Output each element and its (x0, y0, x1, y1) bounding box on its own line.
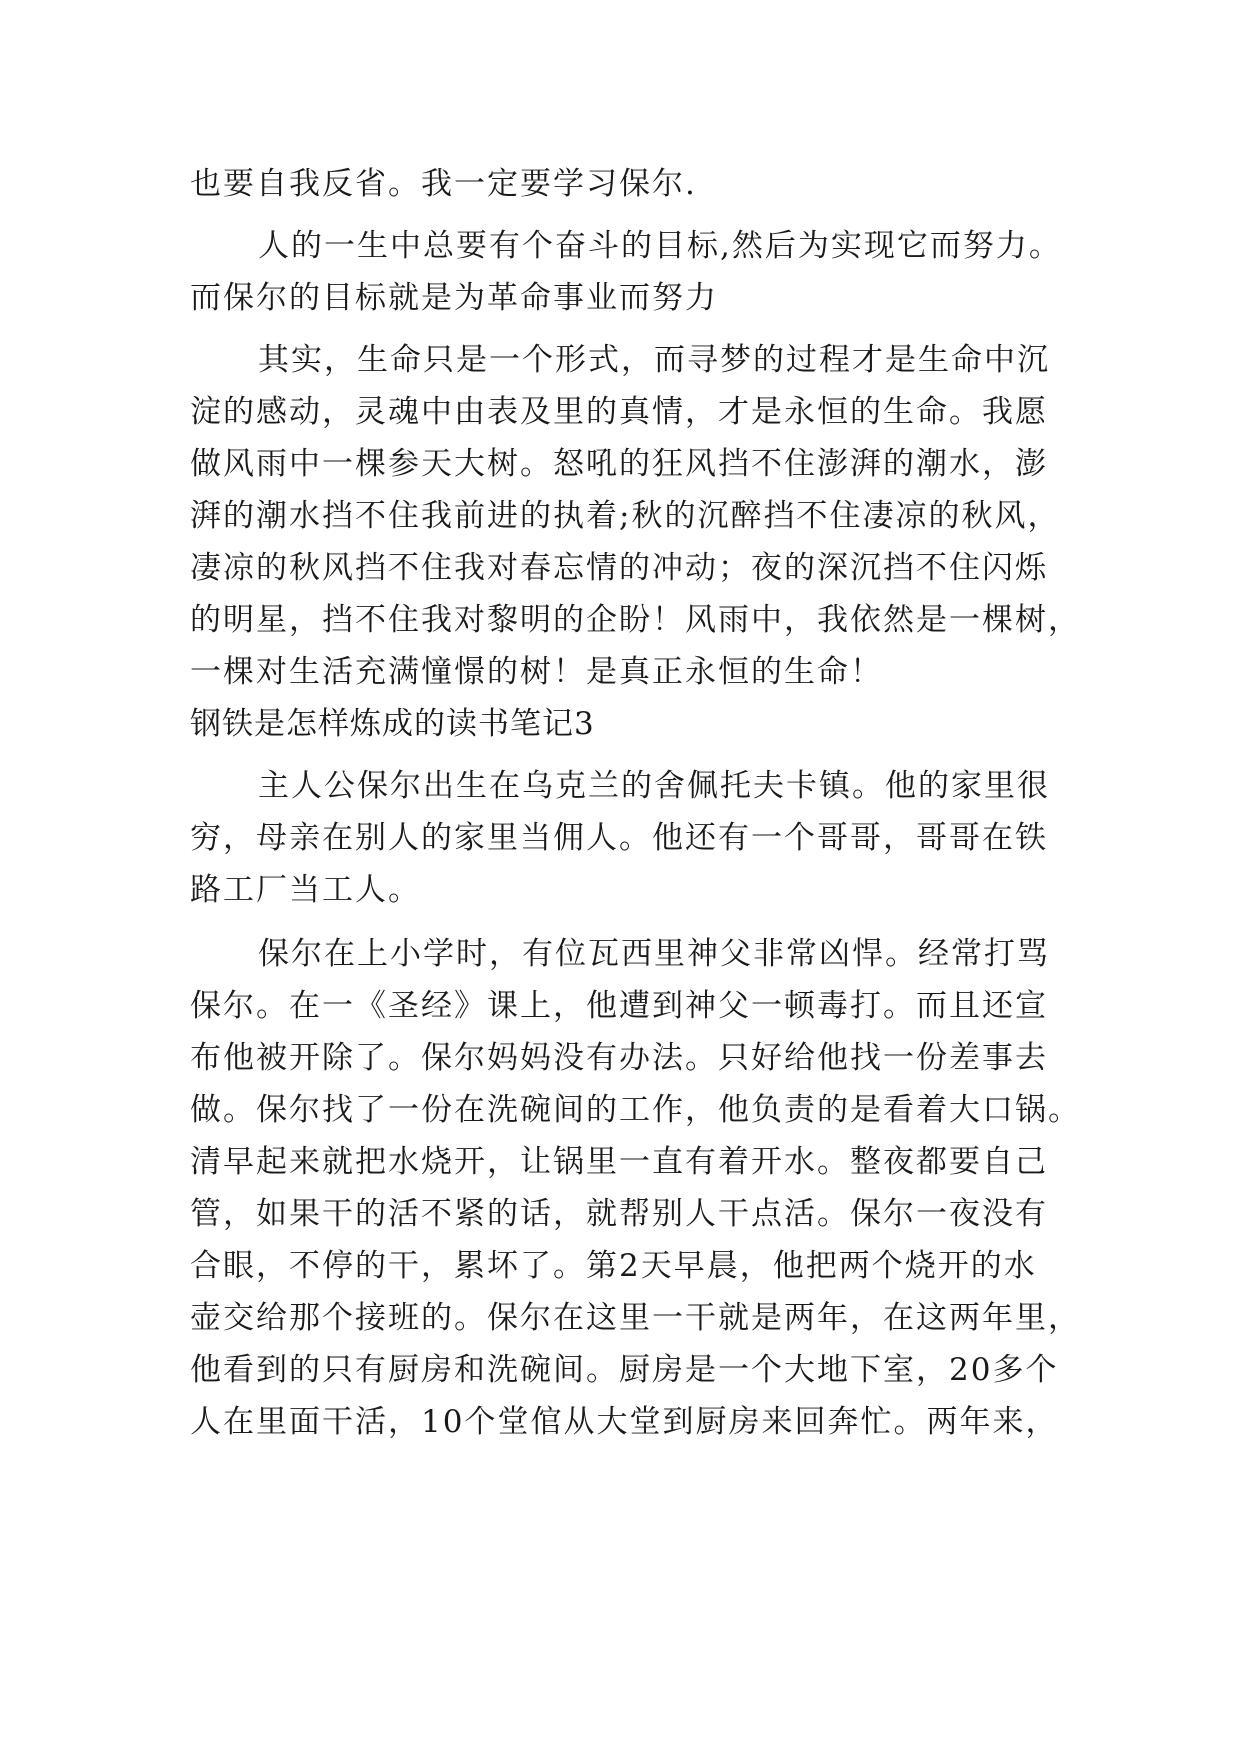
text-line: 人的一生中总要有个奋斗的目标,然后为实现它而努力。 (258, 228, 1062, 264)
text-line: 布他被开除了。保尔妈妈没有办法。只好给他找一份差事去 (190, 1040, 1048, 1076)
text-line: 路工厂当工人。 (190, 872, 421, 908)
text-line: 的明星，挡不住我对黎明的企盼！风雨中，我依然是一棵树， (190, 602, 1081, 638)
text-line: 做风雨中一棵参天大树。怒吼的狂风挡不住澎湃的潮水，澎 (190, 446, 1048, 482)
text-line: 保尔。在一《圣经》课上，他遭到神父一顿毒打。而且还宣 (190, 988, 1048, 1024)
text-line: 也要自我反省。我一定要学习保尔. (190, 166, 697, 202)
document-page (190, 158, 1081, 1448)
text-line: 穷，母亲在别人的家里当佣人。他还有一个哥哥，哥哥在铁 (190, 820, 1048, 856)
text-line: 淀的感动，灵魂中由表及里的真情，才是永恒的生命。我愿 (190, 394, 1048, 430)
text-line: 人在里面干活，10个堂倌从大堂到厨房来回奔忙。两年来， (190, 1404, 1059, 1440)
text-line: 管，如果干的活不紧的话，就帮别人干点活。保尔一夜没有 (190, 1196, 1048, 1232)
text-line: 凄凉的秋风挡不住我对春忘情的冲动；夜的深沉挡不住闪烁 (190, 550, 1048, 586)
text-line: 壶交给那个接班的。保尔在这里一干就是两年，在这两年里， (190, 1300, 1081, 1336)
text-line: 一棵对生活充满憧憬的树！是真正永恒的生命！ (190, 654, 883, 690)
section-title: 钢铁是怎样炼成的读书笔记3 (190, 706, 595, 742)
text-line: 湃的潮水挡不住我前进的执着;秋的沉醉挡不住凄凉的秋风， (190, 498, 1061, 534)
text-line: 保尔在上小学时，有位瓦西里神父非常凶悍。经常打骂 (258, 936, 1050, 972)
text-line: 做。保尔找了一份在洗碗间的工作，他负责的是看着大口锅。 (190, 1092, 1081, 1128)
text-line: 合眼，不停的干，累坏了。第2天早晨，他把两个烧开的水 (190, 1248, 1037, 1284)
text-line: 主人公保尔出生在乌克兰的舍佩托夫卡镇。他的家里很 (258, 768, 1050, 804)
text-line: 其实，生命只是一个形式，而寻梦的过程才是生命中沉 (258, 342, 1050, 378)
text-line: 他看到的只有厨房和洗碗间。厨房是一个大地下室，20多个 (190, 1352, 1059, 1388)
text-line: 而保尔的目标就是为革命事业而努力 (190, 280, 718, 316)
text-line: 清早起来就把水烧开，让锅里一直有着开水。整夜都要自己 (190, 1144, 1048, 1180)
